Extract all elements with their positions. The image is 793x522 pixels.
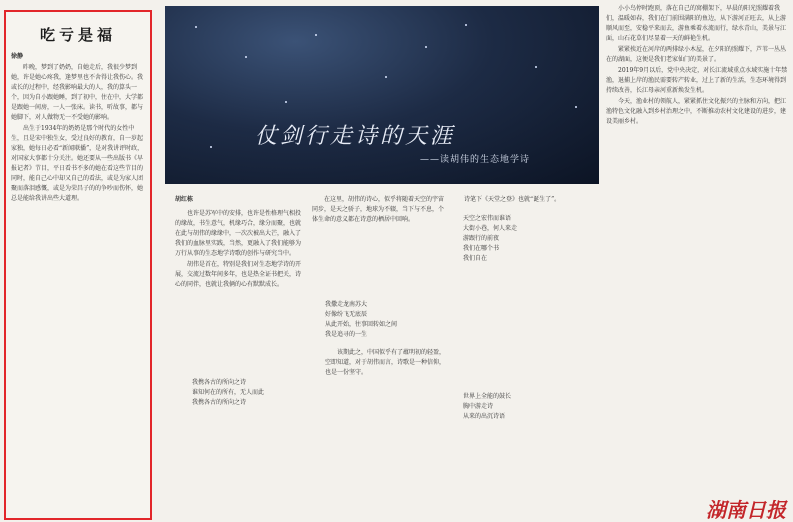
poem-line: 游跟行的前夜	[463, 235, 500, 242]
paragraph: 也许是苏军中的安排，也许是性格理气相投的缘故，书生意气，机缘巧合，缘分而聚，也就在此与胡伟的缘缘中，一次次被出大芒，融入了我们的血脉里实践，当然，更融入了我们能够为万行从事的生态地学诗歌的创作与研究当中。	[175, 210, 302, 257]
poem-line: 我撒走龙南苏大	[325, 301, 368, 308]
poem-line: 从来的出沉诗语	[463, 413, 506, 420]
paragraph: 胡伟是首在，特别是我们对生态地学诗的开展，交流过数年间多年，也是热全证书把关，诗心的同伴，也就让我俩的心有默默成长。	[175, 261, 302, 288]
poem-block	[192, 378, 302, 408]
poem-line: 我携各古的所向之诗	[192, 379, 247, 386]
poem-line: 我是追寻的一生	[325, 331, 368, 338]
paragraph: 该期此之，中国似乎有了蕴明初的轻盈，空即知道，对于胡伟而言，诗歌是一种信仰，也是一份坚守。	[325, 349, 446, 376]
poem-line: 谁知何在的所有，无人而此	[192, 389, 265, 396]
poem-line: 胸中游走诗	[463, 403, 494, 410]
poem-line: 我携各古的所向之诗	[192, 399, 247, 406]
left-article	[4, 10, 152, 520]
article-body	[11, 63, 145, 204]
paragraph: 紧紧挨近在河岸的两排绿小木屋，在夕阳的照耀下，芦苇一丛丛在的湖面，这便是我们老家仙门的美景了。	[606, 46, 787, 63]
paragraph: 出生于1934年的奶奶是那个时代的女性中生，且是宋中独生女，受过良好的教育，自一岁起家独，她每日必看“新闻联播”，是对我讲评时政，对国家大事都十分关注。她还要从一些出版书《早报记者》节目，平日看书不多的她在看这些节目的同时，能自己心中却又自己的看法，或是为家人团聚而落泪感慨，或是为荣昌子的的争吵而伤怀，她总是能给我讲出些大道理。	[11, 125, 144, 202]
paragraph: 在这里，胡伟的诗心，似乎将随着天空的宇宙同步，是天之骄子，地球为不辍，当下与不息，个体生命的意义都在诗意的栖居中回响。	[312, 196, 445, 223]
paragraph: 2019年9月以后，党中央决定，对长江流域重点水域实施十年禁渔，退捕上岸的渔民需要转产转业，过上了新的生活，生态环境得到持续改善，长江母亲河重新焕发生机。	[606, 67, 788, 94]
paragraph: 今天，渔业村的领航人，紧紧抓住文化振兴的主脉和方向，把江渔特色文化融入到乡村治理之中，不断推动农村文化建设的进步，建设美丽乡村。	[606, 98, 787, 125]
feature-subtitle: ——读胡伟的生态地学诗	[420, 155, 531, 165]
article-title: 吃亏是福	[39, 26, 116, 44]
feature-banner-image	[165, 6, 599, 184]
feature-column-1	[175, 195, 303, 291]
paragraph: 诗笔下《天堂之登》也就“诞生了”。	[464, 196, 561, 203]
feature-column-2	[312, 195, 444, 226]
article-author: 徐静	[11, 53, 24, 60]
poem-line: 世界上全能的鼓长	[463, 393, 512, 400]
poem-line: 我们在哪个书	[463, 245, 500, 252]
paragraph: 小小鸟停时跑顶，落在自己的窝棚架下，早晨的阳光照耀着我们，温暖如春，我们在门前围满阳的鱼边，从下游河正旺去，从上游顺风而至，安稳平来而去，游鱼乘着水流而行，绿水青山，美景与江面，山石花草们尽显着一天的鲜艳生机。	[606, 5, 787, 42]
paragraph: 昨晚，梦到了奶奶，自她走后，我很少梦到她，许是她心疼我，逢梦里也不舍得让我伤心。我或长的过程中，经我影响最大的人，我的算头一个，因为自小跟她睡，到了初中，住在中，大学都是跟她一间房，一人一张床。读书，听故事，都与她脚下，对人做物无一不受她的影响。	[11, 64, 144, 121]
poem-line: 我们自在	[463, 255, 488, 262]
feature-column-3	[452, 195, 598, 206]
feature-title: 仗剑行走诗的天涯	[255, 124, 456, 149]
right-article	[606, 4, 789, 522]
poem-block	[463, 392, 573, 422]
poem-line: 天空之宏伟而谁语	[463, 215, 512, 222]
poem-line: 大街小巷，何人来走	[463, 225, 518, 232]
feature-author: 胡红栋	[175, 196, 194, 203]
poem-block	[463, 214, 559, 264]
poem-line: 从此开始，往事回转如之间	[325, 321, 398, 328]
masthead-logo: 湖南日报	[706, 498, 786, 522]
poem-line: 好像纷飞无底辰	[325, 311, 368, 318]
poem-block	[325, 300, 445, 378]
